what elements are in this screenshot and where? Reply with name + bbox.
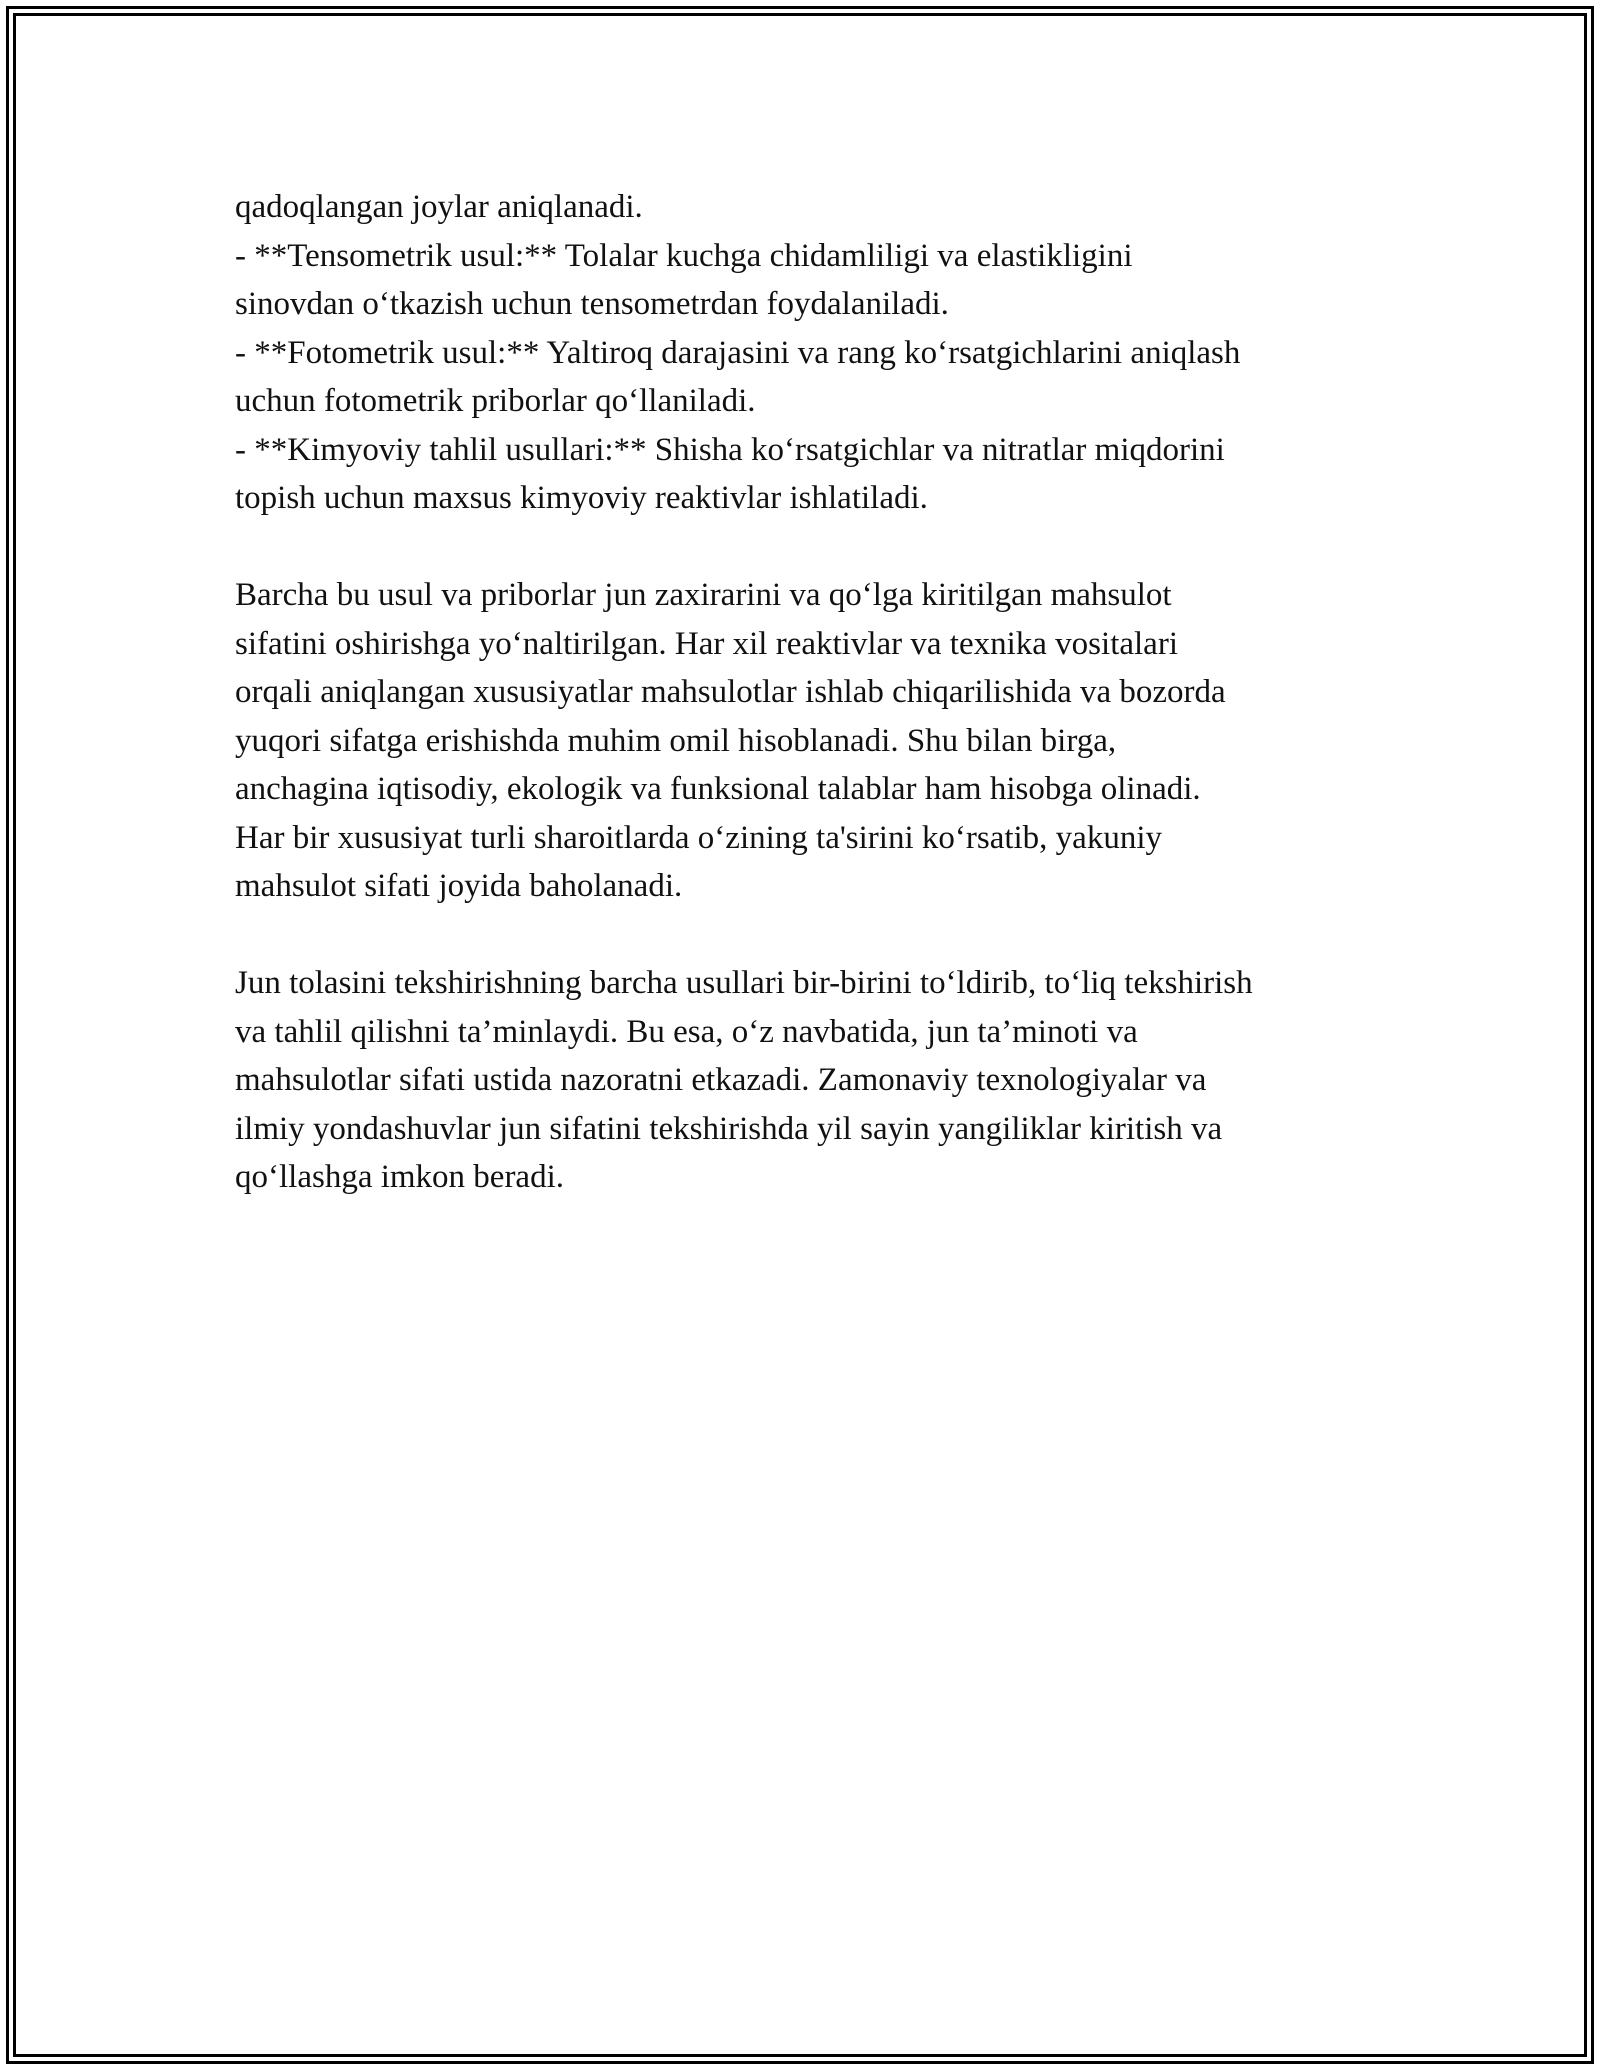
paragraph-gap: [235, 911, 1385, 960]
text-line: Har bir xususiyat turli sharoitlarda o‘zining ta'sirini ko‘rsatib, yakuniy: [235, 819, 1162, 856]
text-line: qadoqlangan joylar aniqlanadi.: [235, 189, 643, 225]
text-line: sinovdan o‘tkazish uchun tensometrdan foydalaniladi.: [235, 286, 949, 322]
text-line: - **Kimyoviy tahlil usullari:** Shisha ko‘rsatgichlar va nitratlar miqdorini: [235, 431, 1225, 468]
text-line: qo‘llashga imkon beradi.: [235, 1159, 565, 1195]
text-line: sifatini oshirishga yo‘naltirilgan. Har xil reaktivlar va texnika vositalari: [235, 625, 1178, 662]
paragraph-methods-list: [235, 183, 1385, 523]
text-line: Jun tolasini tekshirishning barcha usullari bir-birini to‘ldirib, to‘liq tekshirish: [235, 965, 1253, 1001]
text-line: yuqori sifatga erishishda muhim omil hisoblanadi. Shu bilan birga,: [235, 722, 1117, 759]
paragraph-gap: [235, 523, 1385, 572]
text-line: mahsulot sifati joyida baholanadi.: [235, 868, 683, 904]
text-line: orqali aniqlangan xususiyatlar mahsulotlar ishlab chiqarilishida va bozorda: [235, 674, 1226, 710]
text-line: - **Tensometrik usul:** Tolalar kuchga chidamliligi va elastikligini: [235, 237, 1133, 274]
text-line: uchun fotometrik priborlar qo‘llaniladi.: [235, 383, 756, 419]
text-line: - **Fotometrik usul:** Yaltiroq darajasini va rang ko‘rsatgichlarini aniqlash: [235, 334, 1241, 371]
paragraph-conclusion: [235, 959, 1385, 1202]
text-line: topish uchun maxsus kimyoviy reaktivlar ishlatiladi.: [235, 480, 928, 516]
text-line: ilmiy yondashuvlar jun sifatini tekshirishda yil sayin yangiliklar kiritish va: [235, 1110, 1223, 1147]
document-body: [235, 183, 1385, 1202]
paragraph-summary: [235, 571, 1385, 911]
text-line: anchagina iqtisodiy, ekologik va funksional talablar ham hisobga olinadi.: [235, 771, 1201, 807]
text-line: Barcha bu usul va priborlar jun zaxirarini va qo‘lga kiritilgan mahsulot: [235, 577, 1172, 613]
text-line: mahsulotlar sifati ustida nazoratni etkazadi. Zamonaviy texnologiyalar va: [235, 1062, 1207, 1098]
text-line: va tahlil qilishni ta’minlaydi. Bu esa, o‘z navbatida, jun ta’minoti va: [235, 1013, 1138, 1050]
